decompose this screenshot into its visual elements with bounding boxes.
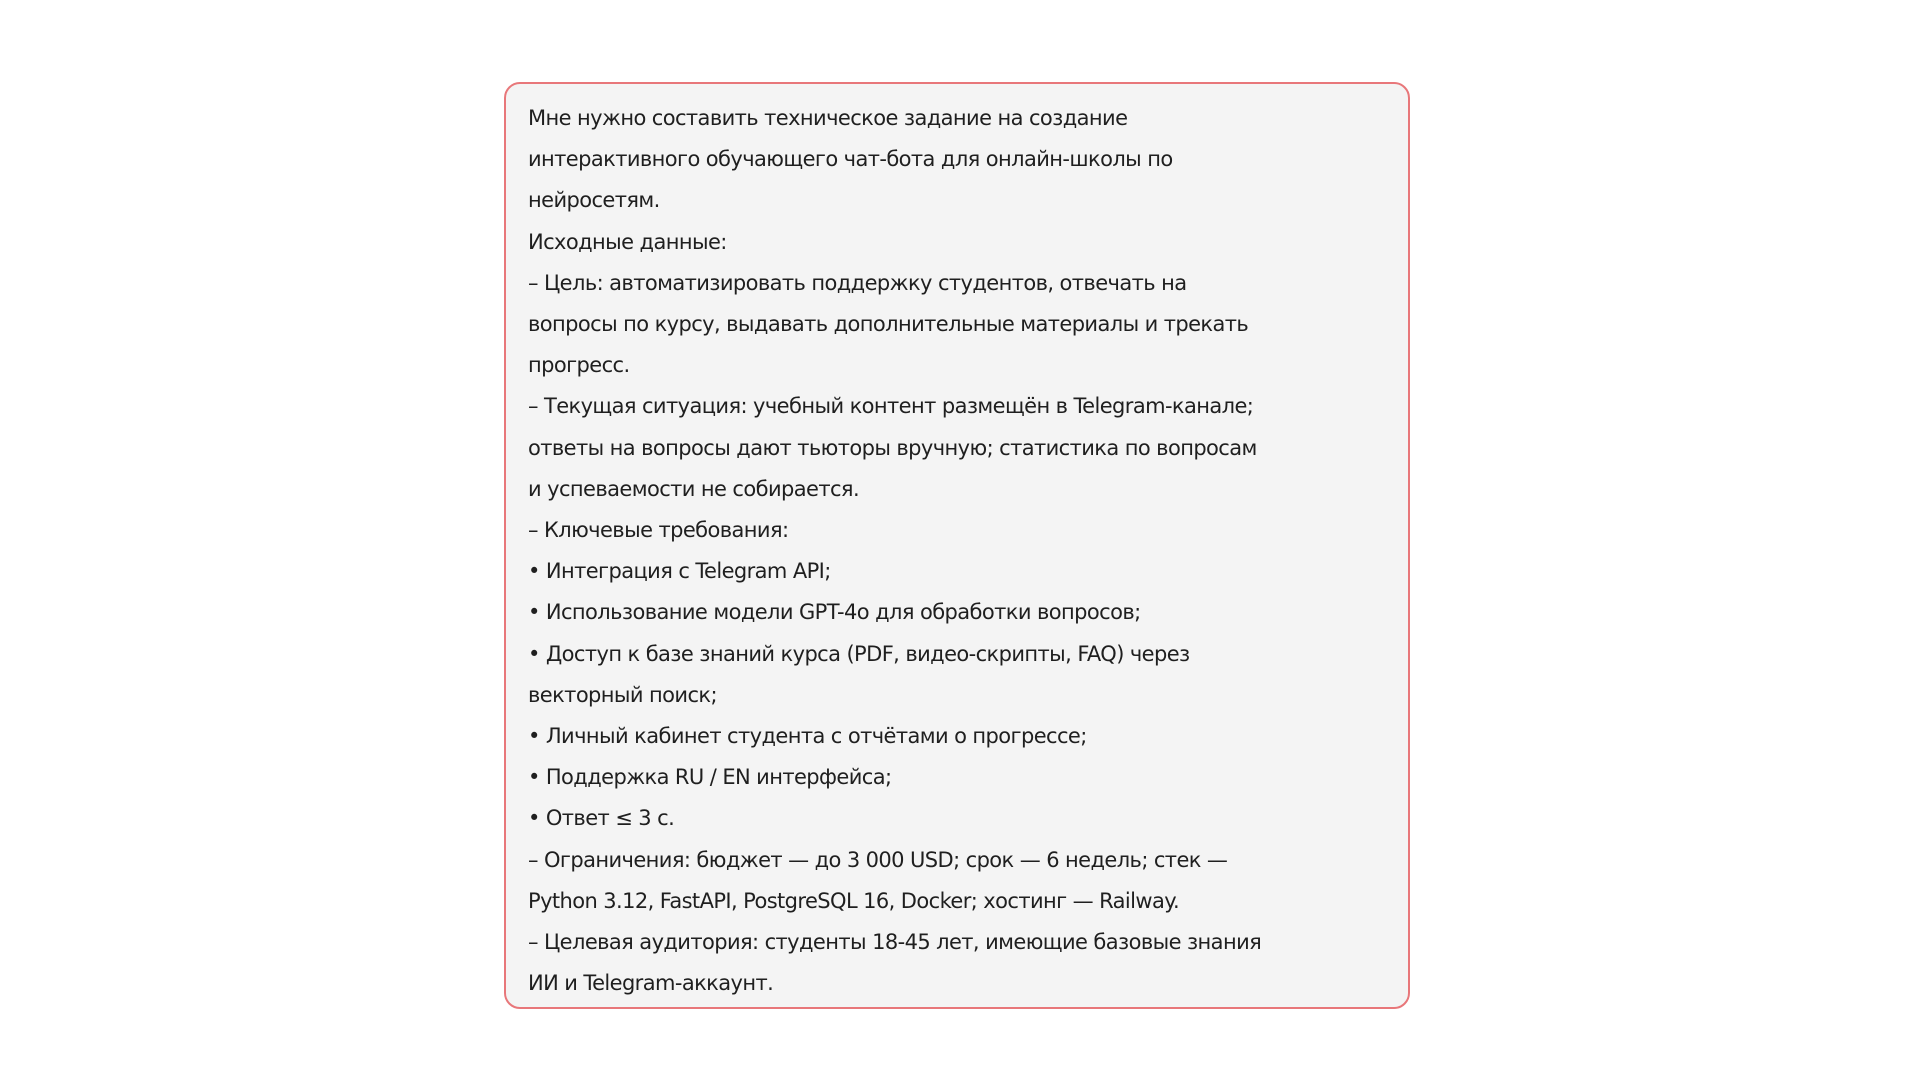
user-message-bubble [504, 82, 1410, 1009]
message-line: • Интеграция с Telegram API; [528, 559, 831, 584]
message-line: – Текущая ситуация: учебный контент размещён в Telegram-канале; [528, 394, 1254, 419]
message-line: ответы на вопросы дают тьюторы вручную; статистика по вопросам [528, 435, 1257, 460]
message-line: нейросетям. [528, 188, 660, 213]
message-line: прогресс. [528, 353, 630, 378]
message-line: • Доступ к базе знаний курса (PDF, видео-скрипты, FAQ) через [528, 641, 1190, 666]
message-line: • Личный кабинет студента с отчётами о прогрессе; [528, 724, 1087, 749]
message-line: Python 3.12, FastAPI, PostgreSQL 16, Docker; хостинг — Railway. [528, 888, 1180, 913]
message-line: – Целевая аудитория: студенты 18-45 лет, имеющие базовые знания [528, 930, 1262, 955]
message-line: вопросы по курсу, выдавать дополнительные материалы и трекать [528, 312, 1249, 337]
message-line: векторный поиск; [528, 682, 717, 707]
message-line: • Использование модели GPT-4o для обработки вопросов; [528, 600, 1141, 625]
message-line: интерактивного обучающего чат-бота для онлайн-школы по [528, 147, 1173, 172]
message-line: • Ответ ≤ 3 с. [528, 806, 675, 831]
message-line: ИИ и Telegram-аккаунт. [528, 971, 774, 996]
message-line: Исходные данные: [528, 229, 727, 254]
message-line: и успеваемости не собирается. [528, 476, 860, 501]
message-line: – Ограничения: бюджет — до 3 000 USD; срок — 6 недель; стек — [528, 847, 1228, 872]
message-line: • Поддержка RU / EN интерфейса; [528, 765, 892, 790]
message-line: Мне нужно составить техническое задание на создание [528, 106, 1128, 130]
message-line: – Ключевые требования: [528, 518, 789, 543]
message-line: – Цель: автоматизировать поддержку студентов, отвечать на [528, 270, 1187, 295]
